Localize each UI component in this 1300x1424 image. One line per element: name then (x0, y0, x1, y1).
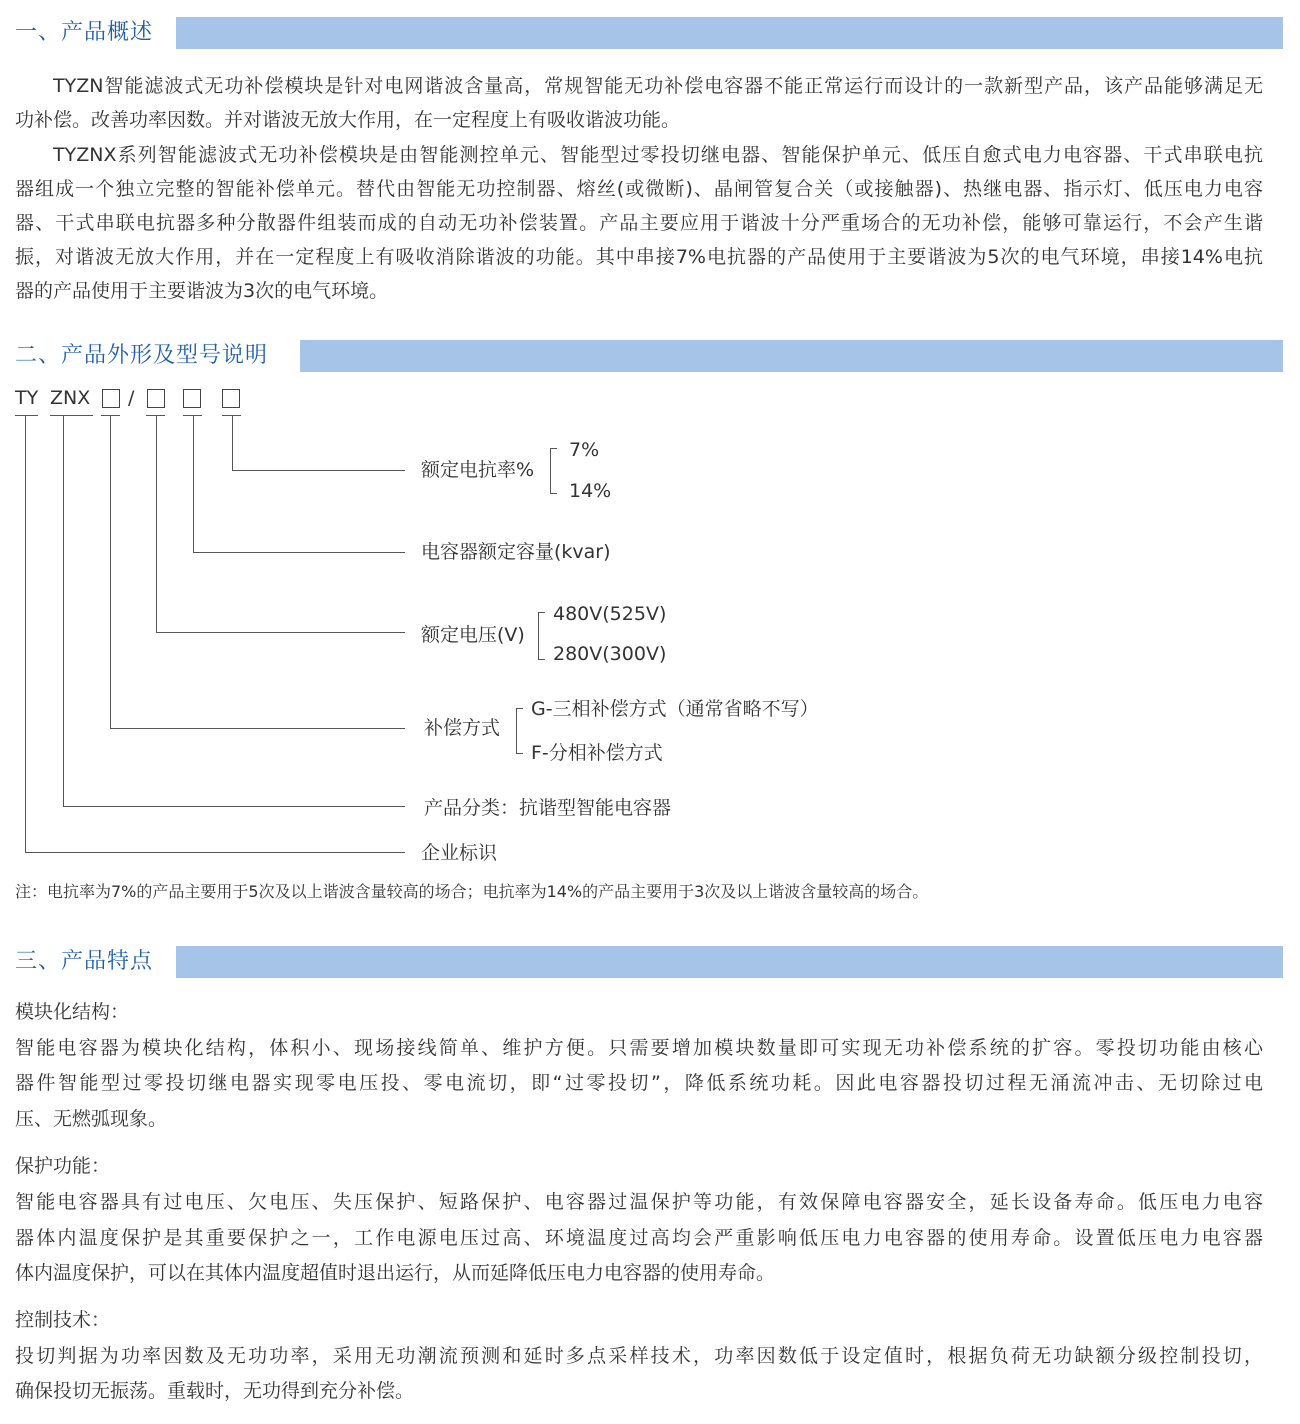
feature-line: 投切判据为功率因数及无功功率，采用无功潮流预测和延时多点采样技术，功率因数低于设定值时，根据负荷无功缺额分级控制投切， (15, 1345, 1263, 1367)
option-480v: 480V(525V) (553, 603, 667, 625)
s1-line: 器的产品使用于主要谐波为3次的电气环境。 (15, 280, 389, 302)
s1-line: 振，对谐波无放大作用，并在一定程度上有吸收消除谐波的功能。其中串接7%电抗器的产品使用于主要谐波为5次的电气环境，串接14%电抗 (15, 246, 1263, 268)
code-box-voltage (147, 389, 165, 408)
section1-bar (176, 17, 1283, 49)
leader-line (156, 632, 405, 633)
leader-line (232, 415, 233, 470)
feature-title: 控制技术： (15, 1309, 111, 1331)
feature-line: 器体内温度保护是其重要保护之一，工作电源电压过高、环境温度过高均会严重影响低压电力电容器的使用寿命。设置低压电力电容器 (15, 1227, 1263, 1249)
label-company: 企业标识 (421, 842, 498, 864)
s1-line: 器组成一个独立完整的智能补偿单元。替代由智能无功控制器、熔丝(或微断)、晶闸管复合关（或接触器)、热继电器、指示灯、低压电力电容 (15, 178, 1263, 200)
leader-line (110, 415, 111, 728)
feature-line: 确保投切无振荡。重载时，无功得到充分补偿。 (15, 1380, 415, 1402)
underline (15, 415, 38, 416)
code-znx: ZNX (50, 387, 91, 409)
underline (50, 415, 93, 416)
note: 注：电抗率为7%的产品主要用于5次及以上谐波含量较高的场合；电抗率为14%的产品主要用于3次及以上谐波含量较高的场合。 (15, 882, 929, 901)
section2-title: 二、产品外形及型号说明 (15, 343, 269, 368)
label-mode: 补偿方式 (424, 717, 501, 739)
leader-line (25, 415, 26, 852)
feature-title: 保护功能： (15, 1155, 111, 1177)
label-category: 产品分类：抗谐型智能电容器 (424, 797, 672, 819)
leader-line (232, 470, 405, 471)
label-reactance: 额定电抗率% (421, 459, 535, 481)
leader-line (110, 728, 405, 729)
feature-line: 体内温度保护，可以在其体内温度超值时退出运行，从而延降低压电力电容器的使用寿命。 (15, 1262, 776, 1284)
feature-line: 智能电容器具有过电压、欠电压、失压保护、短路保护、电容器过温保护等功能，有效保障电容器安全，延长设备寿命。低压电力电容 (15, 1191, 1263, 1213)
code-slash: / (128, 387, 135, 409)
leader-line (156, 415, 157, 632)
s1-line: 器、干式串联电抗器多种分散器件组装而成的自动无功补偿装置。产品主要应用于谐波十分严重场合的无功补偿，能够可靠运行，不会产生谐 (15, 212, 1263, 234)
feature-line: 压、无燃弧现象。 (15, 1108, 168, 1130)
feature-line: 器件智能型过零投切继电器实现零电压投、零电流切，即“过零投切”，降低系统功耗。因此电容器投切过程无涌流冲击、无切除过电 (15, 1072, 1263, 1094)
feature-title: 模块化结构： (15, 1001, 130, 1023)
option-f: F-分相补偿方式 (531, 742, 663, 764)
option-7: 7% (569, 439, 600, 461)
code-ty: TY (15, 387, 39, 409)
section1-title: 一、产品概述 (15, 20, 154, 45)
bracket (516, 708, 523, 754)
option-280v: 280V(300V) (553, 643, 667, 665)
feature-line: 智能电容器为模块化结构，体积小、现场接线简单、维护方便。只需要增加模块数量即可实现无功补偿系统的扩容。零投切功能由核心 (15, 1037, 1263, 1059)
leader-line (193, 552, 405, 553)
section2-bar (300, 340, 1283, 372)
leader-line (193, 415, 194, 552)
s1-line: 功补偿。改善功率因数。并对谐波无放大作用，在一定程度上有吸收谐波功能。 (15, 109, 681, 131)
code-box-mode (102, 389, 120, 408)
leader-line (25, 852, 405, 853)
label-voltage: 额定电压(V) (421, 624, 525, 646)
s1-line: TYZN智能滤波式无功补偿模块是针对电网谐波含量高，常规智能无功补偿电容器不能正常运行而设计的一款新型产品，该产品能够满足无 (53, 75, 1263, 97)
s1-line: TYZNX系列智能滤波式无功补偿模块是由智能测控单元、智能型过零投切继电器、智能保护单元、低压自愈式电力电容器、干式串联电抗 (53, 144, 1263, 166)
label-capacity: 电容器额定容量(kvar) (421, 541, 611, 563)
option-g: G-三相补偿方式（通常省略不写） (531, 698, 819, 720)
bracket (538, 612, 545, 660)
section3-bar (176, 946, 1283, 978)
section3-title: 三、产品特点 (15, 949, 154, 974)
leader-line (63, 415, 64, 806)
code-box-reactance (222, 389, 240, 408)
bracket (550, 448, 557, 494)
code-box-capacity (183, 389, 201, 408)
leader-line (63, 806, 405, 807)
option-14: 14% (569, 480, 612, 502)
